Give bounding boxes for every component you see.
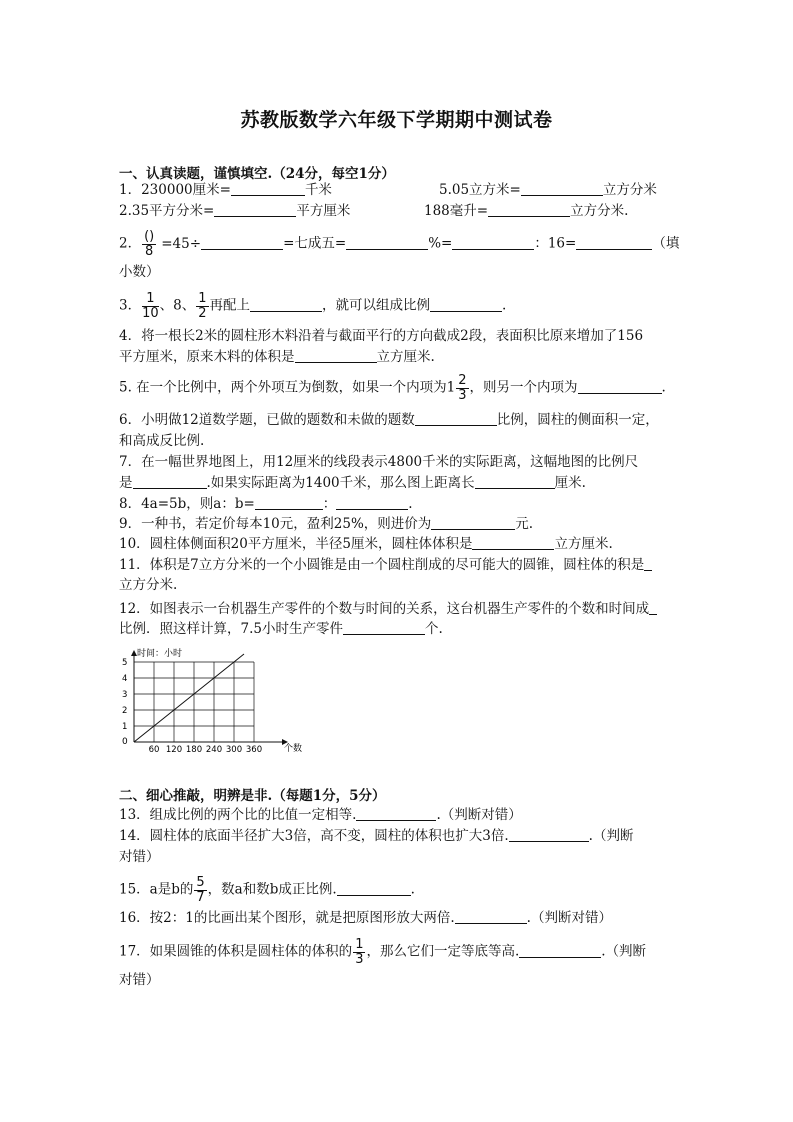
q6-text: 6．小明做12道数学题，已做的题数和未做的题数 [119,412,415,428]
answer-blank[interactable] [214,202,296,217]
origin-label: 0 [122,737,128,747]
q9-text: 9．一种书，若定价每本10元，盈利25%，则进价为 [119,516,432,532]
fraction [456,374,468,402]
question-7-line-2 [119,473,586,493]
q10-text: 10．圆柱体侧面积20平方厘米，半径5厘米，圆柱体体积是 [119,536,473,552]
answer-blank[interactable] [356,806,436,821]
answer-blank[interactable] [472,535,554,550]
q9-text: 元. [515,516,534,532]
question-11-line-1 [119,555,652,575]
fraction [142,292,159,320]
q1a-text: 1．230000厘米= [119,182,231,198]
q4-text: 立方厘米. [376,349,435,365]
q3-number: 3． [119,297,142,314]
answer-blank[interactable] [255,495,323,510]
question-9 [119,514,533,534]
answer-blank[interactable] [336,495,408,510]
answer-blank[interactable] [250,297,322,312]
fraction-numerator: 1 [355,937,364,952]
y-tick-label: 1 [122,722,128,732]
question-13 [119,805,522,825]
q3-text: . [502,297,507,314]
question-2-line-2: 小数） [119,264,160,280]
question-1-line-2 [119,201,350,221]
q1c-unit: 平方厘米 [296,203,351,219]
series-line [134,654,244,742]
question-16 [119,908,612,928]
q12-text: 个. [424,621,443,637]
q3-text: 、8、 [159,297,196,314]
answer-blank[interactable] [430,297,502,312]
y-tick-labels [122,658,127,732]
answer-blank[interactable] [475,474,555,489]
q17-text: 17．如果圆锥的体积是圆柱体的体积的 [119,943,353,960]
x-tick-label: 120 [165,745,183,755]
q17-text: ，那么它们一定等底等高. [366,943,520,960]
y-axis-label: 时间：小时 [137,649,183,659]
answer-blank[interactable] [346,235,428,250]
answer-blank[interactable] [644,556,652,571]
q12-text: 12．如图表示一台机器生产零件的个数与时间的关系，这台机器生产零件的个数和时间成 [119,601,650,617]
x-axis-label: 个数 [284,744,303,754]
x-tick-labels [149,745,263,755]
page-title: 苏教版数学六年级下学期期中测试卷 [240,109,553,131]
question-17-line-2: 对错） [119,972,160,988]
q2-text: =45÷ [161,235,202,252]
answer-blank[interactable] [295,348,377,363]
q8-text: 8．4a=5b，则a：b= [119,496,255,512]
answer-blank[interactable] [578,379,662,394]
q5-text: . [661,379,666,396]
q14-text: 14．圆柱体的底面半径扩大3倍，高不变，圆柱的体积也扩大3倍. [119,828,509,844]
question-8 [119,494,413,514]
y-tick-label: 4 [122,674,128,684]
fraction-denominator: 8 [145,243,154,259]
q7-text: .如果实际距离为1400千米，那么图上距离长 [206,475,475,491]
x-tick-label: 360 [245,745,263,755]
q7-text: 厘米. [554,475,586,491]
x-tick-label: 180 [185,745,203,755]
question-5 [119,374,666,402]
question-3 [119,292,506,320]
answer-blank[interactable] [576,235,652,250]
fraction [142,230,156,258]
q16-text: .（判断对错） [526,910,612,926]
mixed-number [447,374,470,402]
q13-text: 13．组成比例的两个比的比值一定相等. [119,807,357,823]
question-12-line-2 [119,619,443,639]
fraction-numerator: 5 [196,875,205,890]
q17-text: .（判断 [601,943,647,960]
q7-text: 是 [119,475,133,491]
question-2-line-1 [119,230,679,258]
answer-blank[interactable] [231,181,305,196]
q5-text: 5. 在一个比例中，两个外项互为倒数，如果一个内项为 [119,379,447,396]
section-1-header: 一、认真读题，谨慎填空.（24分，每空1分） [119,166,395,182]
fraction-numerator: 1 [142,292,159,307]
chart-grid [134,662,254,742]
q14-text: .（判断 [588,828,634,844]
answer-blank[interactable] [452,235,534,250]
question-17-line-1 [119,938,646,966]
answer-blank[interactable] [343,620,425,635]
q13-text: .（判断对错） [436,807,522,823]
question-1-part-d [424,201,628,221]
q11-text: 11．体积是7立方分米的一个小圆锥是由一个圆柱削成的尽可能大的圆锥，圆柱体的积是 [119,557,645,573]
q1d-text: 188毫升= [424,203,489,219]
q1d-unit: 立方分米. [570,203,629,219]
answer-blank[interactable] [431,515,515,530]
q3-text: ，就可以组成比例 [322,297,431,314]
q16-text: 16．按2：1的比画出某个图形，就是把原图形放大两倍. [119,910,455,926]
fraction [196,292,208,320]
q2-number: 2． [119,235,142,252]
fraction [353,938,365,966]
answer-blank[interactable] [337,881,411,896]
q2-text: ：16= [534,235,577,252]
answer-blank[interactable] [133,474,207,489]
question-4-line-1: 4．将一根长2米的圆柱形木料沿着与截面平行的方向截成2段，表面积比原来增加了156 [119,328,644,344]
fraction [194,876,206,904]
answer-blank[interactable] [649,600,657,615]
question-15 [119,876,415,904]
answer-blank[interactable] [488,202,570,217]
q4-text: 平方厘米，原来木料的体积是 [119,349,295,365]
x-tick-label: 300 [225,745,243,755]
fraction-denominator: 10 [142,305,159,321]
question-6-line-1 [119,410,659,430]
q12-text: 比例．照这样计算，7.5小时生产零件 [119,621,343,637]
x-tick-label: 240 [205,745,223,755]
answer-blank[interactable] [455,909,527,924]
q15-text: ，数a和数b成正比例. [207,881,337,898]
q1a-unit: 千米 [304,182,332,198]
fraction-numerator: () [144,229,155,244]
answer-blank[interactable] [521,181,603,196]
q8-text: ： [322,496,337,512]
q1c-text: 2.35平方分米= [119,203,215,219]
y-tick-label: 2 [122,706,128,716]
question-6-line-2: 和高成反比例. [119,433,205,449]
y-tick-label: 3 [122,690,128,700]
fraction-numerator: 2 [458,373,467,388]
q3-text: 再配上 [209,297,251,314]
question-14-line-1 [119,826,633,846]
mixed-whole: 1 [446,379,456,396]
answer-blank[interactable] [519,943,601,958]
answer-blank[interactable] [509,827,589,842]
q8-text: . [408,496,413,512]
fraction-denominator: 2 [198,305,207,321]
x-tick-label: 60 [148,745,160,755]
q15-text: . [410,881,415,898]
q1b-unit: 立方分米 [602,182,657,198]
q10-text: 立方厘米. [554,536,613,552]
answer-blank[interactable] [201,235,283,250]
q5-text: ，则另一个内项为 [469,379,578,396]
question-1-line-1 [119,180,332,200]
q15-text: 15．a是b的 [119,881,194,898]
question-12-line-1 [119,599,657,619]
fraction-numerator: 1 [198,291,207,306]
q2-text: =七成五= [283,235,347,252]
section-2-header: 二、细心推敲，明辨是非.（每题1分，5分） [119,788,386,804]
question-7-line-1: 7．在一幅世界地图上，用12厘米的线段表示4800千米的实际距离，这幅地图的比例尺 [119,454,639,470]
q1b-text: 5.05立方米= [439,182,521,198]
answer-blank[interactable] [415,411,497,426]
production-time-chart [112,644,303,756]
q6-text: 比例，圆柱的侧面积一定， [496,412,659,428]
question-14-line-2: 对错） [119,849,160,865]
question-1-part-b [439,180,657,200]
question-10 [119,534,613,554]
y-tick-label: 5 [122,658,128,668]
question-11-line-2: 立方分米. [119,577,178,593]
question-4-line-2 [119,347,435,367]
q2-text: %= [428,235,453,252]
q2-text: （填 [652,235,680,252]
fraction-denominator: 3 [355,951,364,967]
fraction-denominator: 3 [458,387,467,403]
fraction-denominator: 7 [196,889,205,905]
